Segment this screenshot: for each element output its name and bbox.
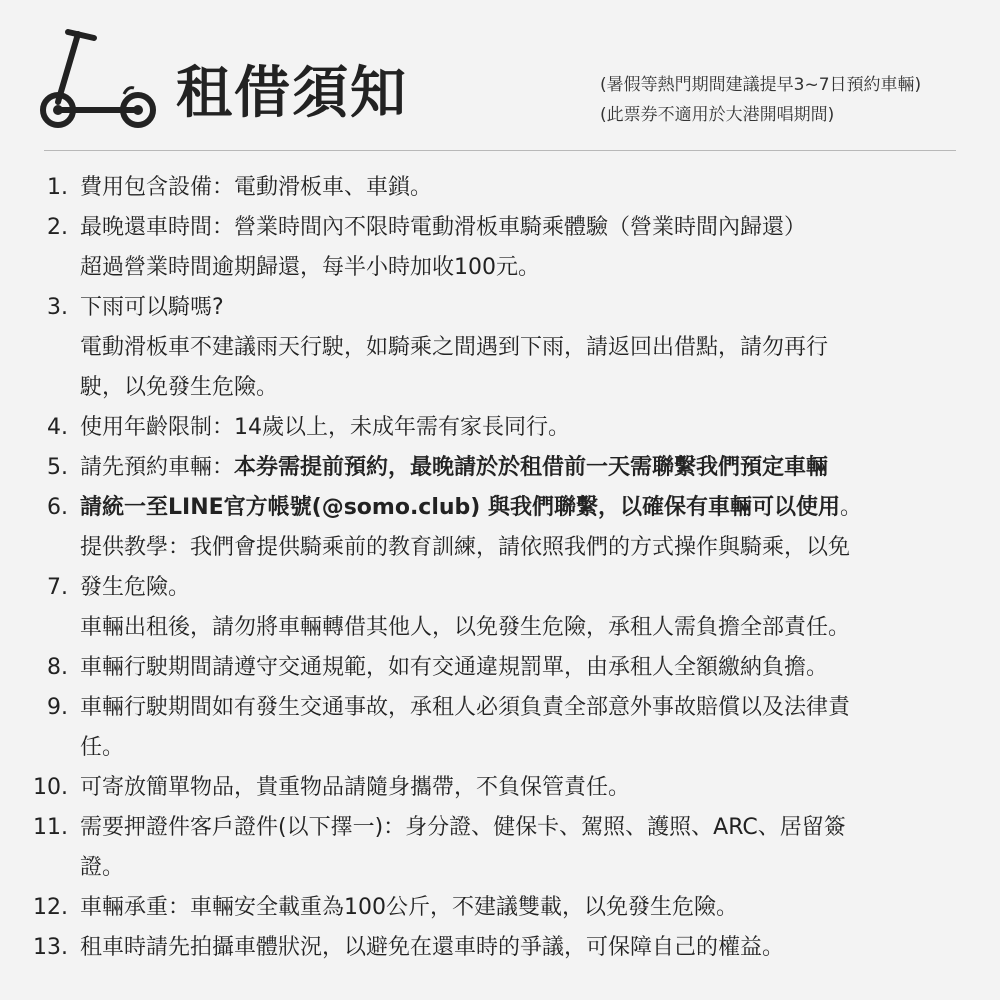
list-item [0, 528, 1000, 568]
list-item [0, 168, 1000, 208]
item-text: 超過營業時間逾期歸還，每半小時加收100元。 [80, 255, 540, 280]
item-text: 使用年齡限制：14歲以上，未成年需有家長同行。 [80, 415, 570, 440]
item-text-emphasis: 請統一至LINE官方帳號(@somo.club) 與我們聯繫，以確保有車輛可以使用 [80, 495, 841, 520]
list-item [0, 448, 1000, 488]
item-text: 車輛行駛期間如有發生交通事故，承租人必須負責全部意外事故賠償以及法律責 [80, 695, 851, 720]
item-text: 證。 [80, 855, 125, 880]
item-text: 車輛承重：車輛安全載重為100公斤，不建議雙載，以免發生危險。 [80, 895, 738, 920]
header [0, 0, 1000, 150]
list-item [0, 648, 1000, 688]
item-text: 最晚還車時間：營業時間內不限時電動滑板車騎乘體驗（營業時間內歸還） [80, 215, 807, 240]
item-number: 2. [47, 215, 68, 240]
divider [44, 150, 956, 151]
item-number: 5. [47, 455, 68, 480]
list-item [0, 408, 1000, 448]
page-title: 租借須知 [176, 61, 408, 126]
item-number: 9. [47, 695, 68, 720]
item-text: 租車時請先拍攝車體狀況，以避免在還車時的爭議，可保障自己的權益。 [80, 935, 785, 960]
item-number: 7. [47, 575, 68, 600]
list-item [0, 568, 1000, 608]
item-text: 費用包含設備：電動滑板車、車鎖。 [80, 175, 433, 200]
item-number: 13. [33, 935, 68, 960]
note-exclusion: (此票券不適用於大港開唱期間) [600, 105, 835, 125]
item-text: 車輛出租後，請勿將車輛轉借其他人，以免發生危險，承租人需負擔全部責任。 [80, 615, 851, 640]
item-text: 車輛行駛期間請遵守交通規範，如有交通違規罰單，由承租人全額繳納負擔。 [80, 655, 829, 680]
item-number: 10. [33, 775, 68, 800]
list-item [0, 768, 1000, 808]
item-number: 1. [47, 175, 68, 200]
item-text: 發生危險。 [80, 575, 191, 600]
item-text: 任。 [80, 735, 125, 760]
list-item [0, 208, 1000, 248]
item-number: 12. [33, 895, 68, 920]
item-text-label: 請先預約車輛： [80, 455, 235, 480]
list-item [0, 808, 1000, 848]
list-item [0, 328, 1000, 368]
item-text: 駛，以免發生危險。 [80, 375, 279, 400]
list-item [0, 888, 1000, 928]
item-number: 4. [47, 415, 68, 440]
list-item [0, 928, 1000, 968]
item-text: 電動滑板車不建議雨天行駛，如騎乘之間遇到下雨，請返回出借點，請勿再行 [80, 335, 829, 360]
list-item [0, 688, 1000, 728]
item-number: 8. [47, 655, 68, 680]
note-booking-advice: (暑假等熱門期間建議提早3~7日預約車輛) [600, 75, 922, 95]
item-number: 3. [47, 295, 68, 320]
item-number: 11. [33, 815, 68, 840]
item-number: 6. [47, 495, 68, 520]
list-item [0, 848, 1000, 888]
list-item [0, 368, 1000, 408]
list-item [0, 728, 1000, 768]
item-text-end: 。 [840, 495, 863, 520]
header-notes [600, 70, 921, 130]
list-item [0, 248, 1000, 288]
rules-list [0, 168, 1000, 968]
scooter-icon [38, 26, 158, 130]
item-text-emphasis: 本券需提前預約，最晚請於於租借前一天需聯繫我們預定車輛 [234, 455, 829, 480]
item-text: 下雨可以騎嗎? [80, 295, 224, 320]
item-text: 可寄放簡單物品，貴重物品請隨身攜帶，不負保管責任。 [80, 775, 631, 800]
list-item [0, 488, 1000, 528]
item-text: 提供教學：我們會提供騎乘前的教育訓練，請依照我們的方式操作與騎乘，以免 [80, 535, 851, 560]
item-text: 需要押證件客戶證件(以下擇一)：身分證、健保卡、駕照、護照、ARC、居留簽 [80, 815, 846, 840]
list-item [0, 288, 1000, 328]
list-item [0, 608, 1000, 648]
item-text [80, 448, 980, 488]
item-text [80, 488, 980, 528]
